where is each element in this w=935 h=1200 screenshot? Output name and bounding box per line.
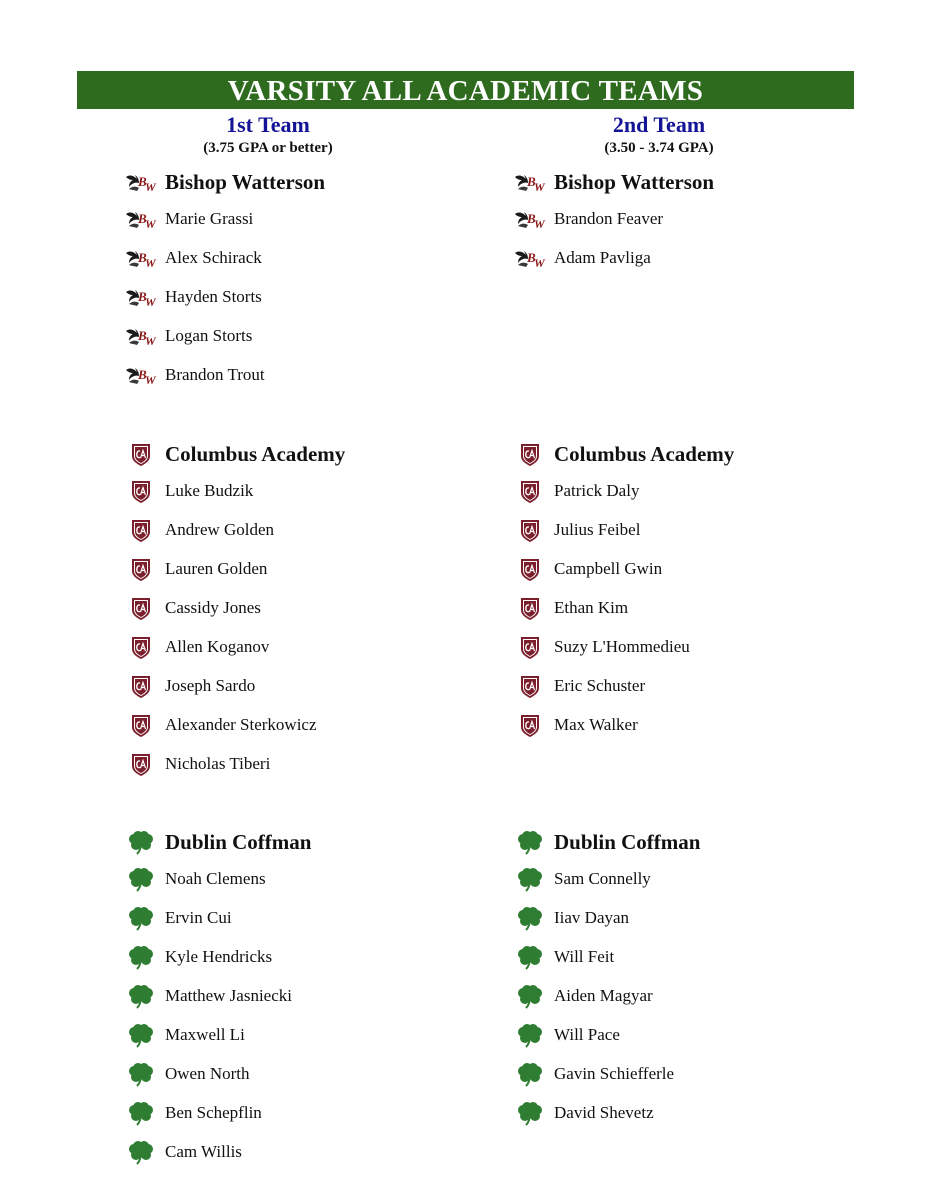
shamrock-icon: [514, 1063, 546, 1087]
school-name: Dublin Coffman: [554, 830, 701, 854]
student-name: Julius Feibel: [554, 520, 641, 539]
school-name: Dublin Coffman: [165, 830, 312, 854]
bw-eagle-icon: [125, 208, 157, 232]
student-name: Gavin Schiefferle: [554, 1064, 675, 1083]
ca-shield-icon: [514, 558, 546, 582]
svg-text:W: W: [145, 334, 156, 348]
student-name: Alexander Sterkowicz: [165, 715, 317, 734]
student-name: Nicholas Tiberi: [165, 754, 271, 773]
bw-eagle-icon: [125, 364, 157, 388]
bw-eagle-icon: [514, 171, 546, 195]
shamrock-icon: [125, 868, 157, 892]
ca-shield-icon: [125, 675, 157, 699]
svg-text:W: W: [145, 180, 156, 194]
ca-shield-icon: [514, 714, 546, 738]
school-name: Columbus Academy: [554, 442, 735, 466]
shamrock-icon: [125, 1102, 157, 1126]
student-name: Matthew Jasniecki: [165, 986, 292, 1005]
school-name: Bishop Watterson: [554, 170, 715, 194]
svg-text:B: B: [138, 174, 147, 189]
second-team-title: 2nd Team: [612, 112, 706, 137]
svg-text:B: B: [138, 250, 147, 265]
svg-text:B: B: [138, 328, 147, 343]
student-name: Will Feit: [554, 947, 615, 966]
svg-text:W: W: [534, 217, 545, 231]
student-name: Eric Schuster: [554, 676, 646, 695]
bw-eagle-icon: [125, 286, 157, 310]
ca-shield-icon: [514, 597, 546, 621]
student-name: Andrew Golden: [165, 520, 275, 539]
page-banner: VARSITY ALL ACADEMIC TEAMS: [77, 71, 854, 109]
svg-text:B: B: [527, 250, 536, 265]
ca-shield-icon: [125, 597, 157, 621]
student-name: Ethan Kim: [554, 598, 629, 617]
svg-text:B: B: [527, 211, 536, 226]
bw-eagle-icon: [125, 171, 157, 195]
student-name: Noah Clemens: [165, 869, 266, 888]
ca-shield-icon: [125, 443, 157, 467]
student-name: Patrick Daly: [554, 481, 640, 500]
student-name: Cam Willis: [165, 1142, 242, 1161]
student-name: Sam Connelly: [554, 869, 651, 888]
student-name: David Shevetz: [554, 1103, 654, 1122]
shamrock-icon: [125, 1024, 157, 1048]
student-name: Adam Pavliga: [554, 248, 651, 267]
ca-shield-icon: [514, 636, 546, 660]
ca-shield-icon: [125, 519, 157, 543]
student-name: Suzy L'Hommedieu: [554, 637, 690, 656]
svg-text:W: W: [534, 180, 545, 194]
second-team-subtitle: (3.50 - 3.74 GPA): [604, 140, 714, 156]
shamrock-icon: [514, 831, 546, 855]
svg-text:B: B: [138, 211, 147, 226]
student-name: Cassidy Jones: [165, 598, 261, 617]
shamrock-icon: [514, 1024, 546, 1048]
student-name: Hayden Storts: [165, 287, 262, 306]
student-name: Brandon Trout: [165, 365, 265, 384]
svg-text:W: W: [145, 373, 156, 387]
student-name: Max Walker: [554, 715, 638, 734]
ca-shield-icon: [514, 519, 546, 543]
ca-shield-icon: [514, 675, 546, 699]
ca-shield-icon: [514, 443, 546, 467]
svg-text:B: B: [527, 174, 536, 189]
student-name: Kyle Hendricks: [165, 947, 273, 966]
student-name: Lauren Golden: [165, 559, 268, 578]
bw-eagle-icon: [514, 247, 546, 271]
shamrock-icon: [125, 985, 157, 1009]
shamrock-icon: [514, 868, 546, 892]
student-name: Brandon Feaver: [554, 209, 664, 228]
svg-text:W: W: [534, 256, 545, 270]
svg-text:W: W: [145, 217, 156, 231]
student-name: Campbell Gwin: [554, 559, 663, 578]
student-name: Allen Koganov: [165, 637, 270, 656]
svg-text:B: B: [138, 289, 147, 304]
school-name: Columbus Academy: [165, 442, 346, 466]
ca-shield-icon: [125, 714, 157, 738]
shamrock-icon: [514, 1102, 546, 1126]
bw-eagle-icon: [514, 208, 546, 232]
shamrock-icon: [125, 831, 157, 855]
svg-text:W: W: [145, 295, 156, 309]
shamrock-icon: [514, 985, 546, 1009]
first-team-subtitle: (3.75 GPA or better): [203, 140, 333, 156]
bw-eagle-icon: [125, 247, 157, 271]
shamrock-icon: [514, 907, 546, 931]
shamrock-icon: [125, 946, 157, 970]
student-name: Luke Budzik: [165, 481, 254, 500]
first-team-header: [118, 112, 418, 158]
student-name: Iiav Dayan: [554, 908, 630, 927]
ca-shield-icon: [125, 636, 157, 660]
student-name: Aiden Magyar: [554, 986, 653, 1005]
ca-shield-icon: [125, 558, 157, 582]
student-name: Alex Schirack: [165, 248, 262, 267]
school-name: Bishop Watterson: [165, 170, 326, 194]
student-name: Ervin Cui: [165, 908, 232, 927]
student-name: Ben Schepflin: [165, 1103, 262, 1122]
shamrock-icon: [514, 946, 546, 970]
student-name: Maxwell Li: [165, 1025, 245, 1044]
ca-shield-icon: [514, 480, 546, 504]
shamrock-icon: [125, 1063, 157, 1087]
student-name: Logan Storts: [165, 326, 253, 345]
student-name: Owen North: [165, 1064, 250, 1083]
student-name: Joseph Sardo: [165, 676, 256, 695]
shamrock-icon: [125, 1141, 157, 1165]
svg-text:W: W: [145, 256, 156, 270]
ca-shield-icon: [125, 480, 157, 504]
student-name: Marie Grassi: [165, 209, 254, 228]
bw-eagle-icon: [125, 325, 157, 349]
second-team-header: [509, 112, 809, 158]
first-team-title: 1st Team: [226, 112, 310, 137]
student-name: Will Pace: [554, 1025, 620, 1044]
shamrock-icon: [125, 907, 157, 931]
ca-shield-icon: [125, 753, 157, 777]
svg-text:B: B: [138, 367, 147, 382]
